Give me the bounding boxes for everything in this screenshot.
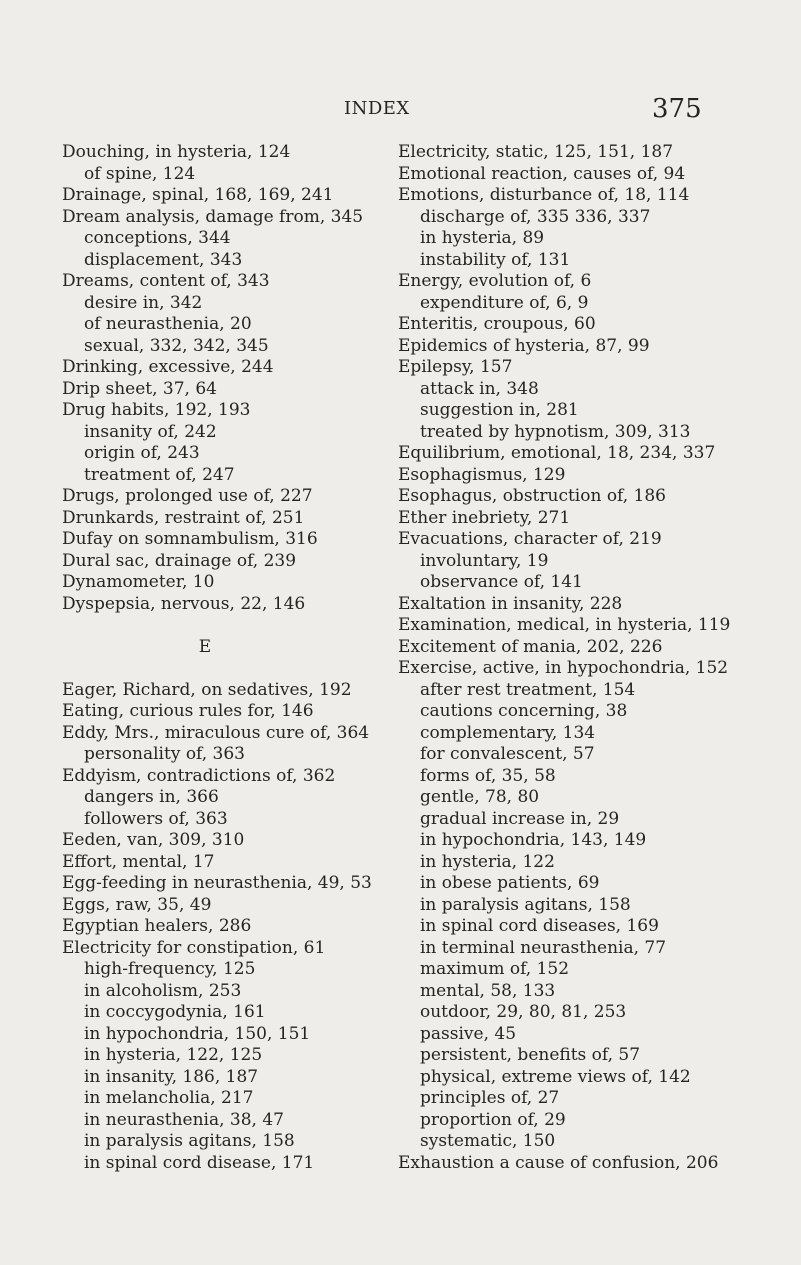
index-subentry: high-frequency, 125 [84, 959, 256, 979]
index-entry: Esophagismus, 129 [398, 464, 566, 485]
index-subentry: displacement, 343 [84, 249, 243, 270]
index-subentry: in spinal cord disease, 171 [84, 1152, 315, 1173]
index-subentry: origin of, 243 [84, 443, 200, 463]
index-entry: Dyspepsia, nervous, 22, 146 [62, 593, 306, 614]
index-entry: Examination, medical, in hysteria, 119 [398, 615, 731, 635]
index-subentry: in insanity, 186, 187 [84, 1066, 259, 1087]
index-subentry: gradual increase in, 29 [420, 808, 620, 829]
index-entry: Eating, curious rules for, 146 [62, 701, 314, 721]
index-subentry: treatment of, 247 [84, 464, 235, 485]
index-subentry: in neurasthenia, 38, 47 [84, 1109, 284, 1130]
index-entry: Exaltation in insanity, 228 [398, 593, 623, 614]
index-entry: Energy, evolution of, 6 [398, 271, 592, 291]
index-subentry: insanity of, 242 [84, 421, 217, 442]
index-entry: Electricity for constipation, 61 [62, 937, 326, 958]
running-head: INDEX [344, 98, 410, 119]
index-subentry: complementary, 134 [420, 722, 596, 743]
index-subentry: followers of, 363 [84, 808, 228, 829]
index-entry: Dream analysis, damage from, 345 [62, 206, 364, 227]
index-entry: Eeden, van, 309, 310 [62, 830, 245, 850]
index-entry: Esophagus, obstruction of, 186 [398, 486, 666, 506]
index-subentry: in paralysis agitans, 158 [84, 1131, 295, 1151]
index-entry: Dynamometer, 10 [62, 572, 215, 592]
index-column-left [62, 142, 442, 1174]
index-subentry: gentle, 78, 80 [420, 787, 540, 807]
index-entry: Evacuations, character of, 219 [398, 529, 662, 549]
index-entry: Exhaustion a cause of confusion, 206 [398, 1152, 719, 1173]
index-subentry: treated by hypnotism, 309, 313 [420, 421, 691, 442]
index-subentry: proportion of, 29 [420, 1109, 566, 1130]
index-subentry: forms of, 35, 58 [420, 765, 556, 786]
index-subentry: maximum of, 152 [420, 959, 570, 979]
index-entry: Egg-feeding in neurasthenia, 49, 53 [62, 873, 372, 893]
index-subentry: involuntary, 19 [420, 550, 549, 571]
index-subentry: mental, 58, 133 [420, 980, 556, 1001]
index-subentry: in hypochondria, 143, 149 [420, 830, 647, 850]
index-entry: Effort, mental, 17 [62, 851, 215, 872]
index-entry: Excitement of mania, 202, 226 [398, 636, 663, 657]
index-subentry: systematic, 150 [420, 1131, 556, 1151]
index-entry: Eggs, raw, 35, 49 [62, 894, 212, 915]
index-subentry: in spinal cord diseases, 169 [420, 916, 659, 936]
index-entry: Drinking, excessive, 244 [62, 357, 274, 377]
index-entry: Electricity, static, 125, 151, 187 [398, 142, 674, 162]
index-entry: Enteritis, croupous, 60 [398, 314, 596, 334]
index-entry: Eddyism, contradictions of, 362 [62, 765, 336, 786]
index-entry: Dreams, content of, 343 [62, 271, 270, 291]
index-subentry: personality of, 363 [84, 744, 246, 764]
index-subentry: outdoor, 29, 80, 81, 253 [420, 1002, 627, 1022]
index-subentry: physical, extreme views of, 142 [420, 1066, 691, 1087]
index-entry: Eager, Richard, on sedatives, 192 [62, 679, 352, 700]
page-number: 375 [652, 94, 702, 124]
index-entry: Dufay on somnambulism, 316 [62, 529, 318, 549]
index-subentry: in hysteria, 122 [420, 851, 555, 872]
index-entry: Exercise, active, in hypochondria, 152 [398, 658, 729, 678]
index-entry: Dural sac, drainage of, 239 [62, 550, 297, 571]
index-entry: Drunkards, restraint of, 251 [62, 507, 305, 528]
index-entry: Ether inebriety, 271 [398, 507, 571, 528]
index-entry: Emotions, disturbance of, 18, 114 [398, 185, 690, 205]
index-entry: Epidemics of hysteria, 87, 99 [398, 335, 650, 356]
index-subentry: persistent, benefits of, 57 [420, 1045, 641, 1065]
index-entry: Eddy, Mrs., miraculous cure of, 364 [62, 722, 370, 743]
index-column-right [398, 142, 798, 1174]
index-subentry: suggestion in, 281 [420, 400, 579, 420]
index-subentry: in alcoholism, 253 [84, 980, 242, 1001]
index-subentry: expenditure of, 6, 9 [420, 292, 589, 313]
index-subentry: principles of, 27 [420, 1088, 560, 1108]
index-subentry: in hypochondria, 150, 151 [84, 1023, 311, 1044]
index-subentry: in terminal neurasthenia, 77 [420, 937, 667, 958]
index-subentry: observance of, 141 [420, 572, 583, 592]
index-subentry: dangers in, 366 [84, 787, 219, 807]
index-subentry: instability of, 131 [420, 249, 571, 270]
index-entry: Drugs, prolonged use of, 227 [62, 486, 313, 506]
index-entries-e [62, 680, 442, 1175]
index-subentry: in hysteria, 122, 125 [84, 1045, 263, 1065]
index-subentry: in coccygodynia, 161 [84, 1002, 266, 1022]
page-header [0, 96, 801, 136]
index-entries-d [62, 142, 442, 615]
index-subentry: of neurasthenia, 20 [84, 314, 252, 334]
index-entry: Egyptian healers, 286 [62, 916, 252, 936]
index-subentry: in obese patients, 69 [420, 873, 600, 893]
index-entry: Equilibrium, emotional, 18, 234, 337 [398, 443, 716, 463]
index-subentry: attack in, 348 [420, 378, 539, 399]
index-subentry: of spine, 124 [84, 163, 196, 184]
index-entry: Epilepsy, 157 [398, 357, 513, 377]
section-letter: E [198, 636, 212, 657]
index-subentry: desire in, 342 [84, 292, 203, 313]
index-subentry: passive, 45 [420, 1023, 517, 1044]
index-entry: Emotional reaction, causes of, 94 [398, 163, 686, 184]
index-subentry: in paralysis agitans, 158 [420, 894, 631, 915]
index-subentry: in melancholia, 217 [84, 1088, 254, 1108]
index-subentry: for convalescent, 57 [420, 744, 595, 764]
index-subentry: after rest treatment, 154 [420, 679, 636, 700]
index-entry: Drip sheet, 37, 64 [62, 378, 217, 399]
index-subentry: cautions concerning, 38 [420, 701, 628, 721]
index-subentry: discharge of, 335 336, 337 [420, 206, 651, 227]
index-subentry: in hysteria, 89 [420, 228, 545, 248]
index-entry: Douching, in hysteria, 124 [62, 142, 291, 162]
index-subentry: conceptions, 344 [84, 228, 231, 248]
index-entry: Drainage, spinal, 168, 169, 241 [62, 185, 334, 205]
index-entry: Drug habits, 192, 193 [62, 400, 251, 420]
index-subentry: sexual, 332, 342, 345 [84, 335, 269, 356]
